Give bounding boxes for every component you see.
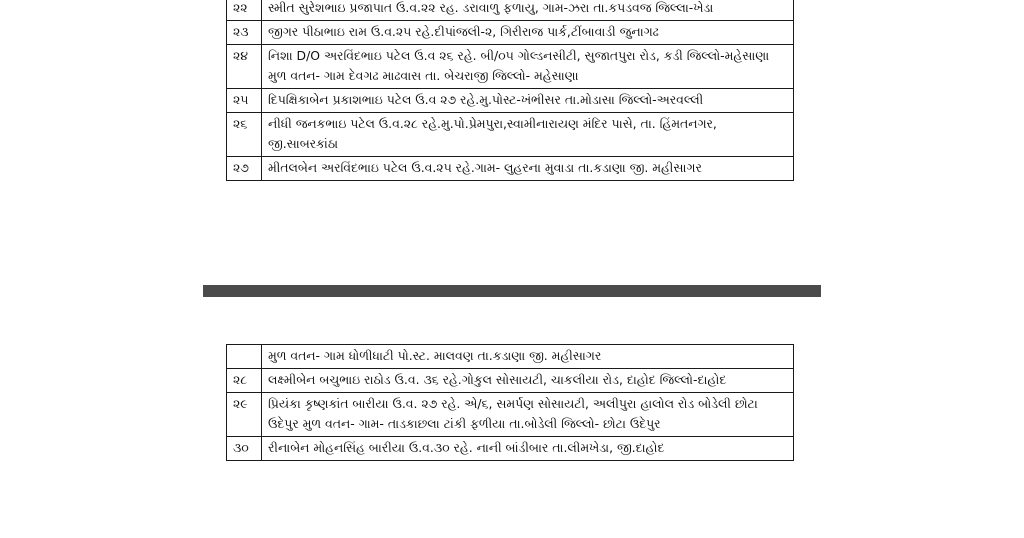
table-row xyxy=(227,45,794,89)
table-row xyxy=(227,437,794,461)
row-details: દિપક્ષિકાબેન પ્રકાશભાઇ પટેલ ઉ.વ ૨૭ રહે.મુ.પોસ્ટ-ખંભીસર તા.મોડાસા જિલ્લો-અરવલ્લી xyxy=(262,89,794,113)
row-details: મુળ વતન- ગામ ધોળીધાટી પો.સ્ટ. માલવણ તા.કડાણા જી. મહીસાગર xyxy=(262,345,794,369)
row-details: પ્રિયંકા કૃષ્ણકાંત બારીયા ઉ.વ. ૨૭ રહે. એ/૬, સમર્પણ સોસાયટી, અલીપુરા હાલોલ રોડ બોડેલી છોટા ઉદેપુર મુળ વતન- ગામ- તાડકાછલા ટાંકી ફળીયા તા.બોડેલી જિલ્લો- છોટા ઉદેપુર xyxy=(262,393,794,437)
row-number: ૨૭ xyxy=(227,157,262,181)
row-number: ૨૫ xyxy=(227,89,262,113)
table-row xyxy=(227,157,794,181)
applicant-table-bottom xyxy=(226,344,794,461)
page-divider xyxy=(203,285,821,297)
row-number: ૨૪ xyxy=(227,45,262,89)
row-number xyxy=(227,345,262,369)
row-details: લક્ષ્મીબેન બચુભાઇ રાઠોડ ઉ.વ. ૩૬ રહે.ગોકુલ સોસાયટી, ચાકલીયા રોડ, દાહોદ જિલ્લો-દાહોદ xyxy=(262,369,794,393)
table-row xyxy=(227,21,794,45)
row-details: રીનાબેન મોહનસિંહ બારીયા ઉ.વ.૩૦ રહે. નાની બાંડીબાર તા.લીમખેડા, જી.દાહોદ xyxy=(262,437,794,461)
row-number: ૨૮ xyxy=(227,369,262,393)
row-number: ૨૩ xyxy=(227,21,262,45)
table-row xyxy=(227,369,794,393)
table-row xyxy=(227,345,794,369)
applicant-table-top xyxy=(226,0,794,181)
row-number: ૨૯ xyxy=(227,393,262,437)
table-row xyxy=(227,393,794,437)
row-number: ૨૬ xyxy=(227,113,262,157)
row-details: જીગર પીઠાભાઇ રામ ઉ.વ.૨૫ રહે.દીપાંજલી-૨, ગિરીરાજ પાર્ક,ટીંબાવાડી જુનાગઢ xyxy=(262,21,794,45)
row-details: સ્મીત સુરેશભાઇ પ્રજાપાત ઉ.વ.૨૨ રહ. ડરાવાળુ ફળાયુ, ગામ-ઝરા તા.કપડવજ જિલ્લા-ખેડા xyxy=(262,0,794,21)
row-number: ૩૦ xyxy=(227,437,262,461)
table-row xyxy=(227,89,794,113)
row-details: મીતલબેન અરવિંદભાઇ પટેલ ઉ.વ.૨૫ રહે.ગામ- લુહરના મુવાડા તા.કડાણા જી. મહીસાગર xyxy=(262,157,794,181)
row-details: નિશા D/O અરવિંદભાઇ પટેલ ઉ.વ ૨૬ રહે. બી/૦૫ ગોલ્ડનસીટી, સુજાતપુરા રોડ, કડી જિલ્લો-મહેસાણા મુળ વતન- ગામ દેવગઢ માઢવાસ તા. બેચરાજી જિલ્લો- મહેસાણા xyxy=(262,45,794,89)
table-row xyxy=(227,0,794,21)
table-row xyxy=(227,113,794,157)
row-number: ૨૨ xyxy=(227,0,262,21)
row-details: નીધી જનકભાઇ પટેલ ઉ.વ.૨૮ રહે.મુ.પો.પ્રેમપુરા,સ્વામીનારાયણ મંદિર પાસે, તા. હિંમતનગર, જી.સાબરકાંઠા xyxy=(262,113,794,157)
